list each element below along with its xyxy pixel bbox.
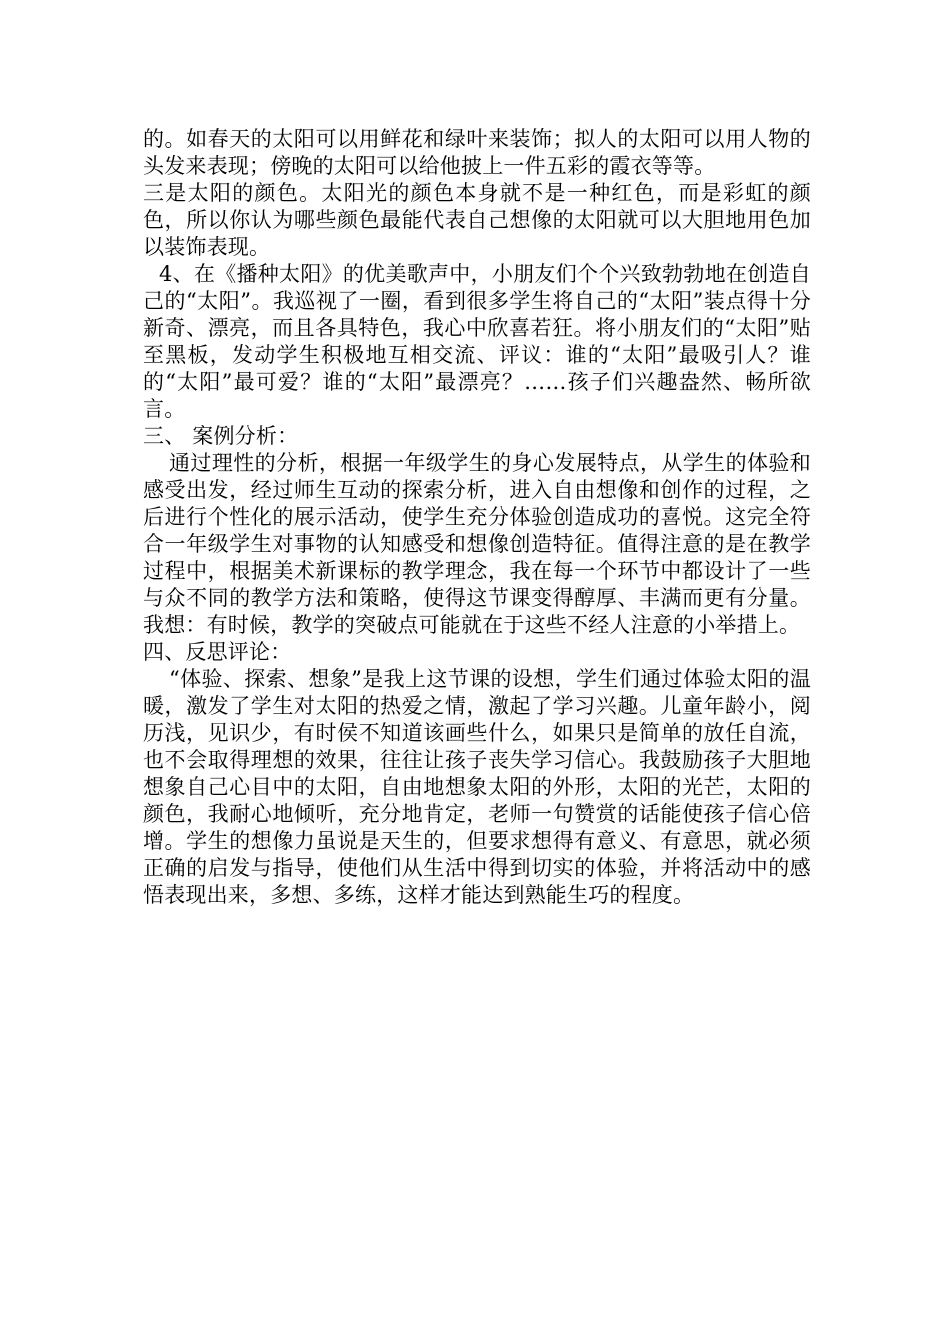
paragraph-reflection: “体验、探索、想象”是我上这节课的设想，学生们通过体验太阳的温暖，激发了学生对太阳的热爱之情，激起了学习兴趣。儿童年龄小，阅历浅，见识少，有时侯不知道该画些什么，如果只是简单的放任自流，也不会取得理想的效果，往往让孩子丧失学习信心。我鼓励孩子大胆地想象自己心目中的太阳，自由地想象太阳的外形，太阳的光芒，太阳的颜色，我耐心地倾听，充分地肯定，老师一句赞赏的话能使孩子信心倍增。学生的想像力虽说是天生的，但要求想得有意义、有意思，就必须正确的启发与指导，使他们从生活中得到切实的体验，并将活动中的感悟表现出来，多想、多练，这样才能达到熟能生巧的程度。 xyxy=(143,667,811,907)
paragraph-step-4: 4、在《播种太阳》的优美歌声中，小朋友们个个兴致勃勃地在创造自己的“太阳”。我巡视了一圈，看到很多学生将自己的“太阳”装点得十分新奇、漂亮，而且各具特色，我心中欣喜若狂。将小朋友们的“太阳”贴至黑板，发动学生积极地互相交流、评议：谁的“太阳”最吸引人？谁的“太阳”最可爱？谁的“太阳”最漂亮？……孩子们兴趣盎然、畅所欲言。 xyxy=(143,262,811,421)
paragraph-case-analysis: 通过理性的分析，根据一年级学生的身心发展特点，从学生的体验和感受出发，经过师生互动的探索分析，进入自由想像和创作的过程，之后进行个性化的展示活动，使学生充分体验创造成功的喜悦。这完全符合一年级学生对事物的认知感受和想像创造特征。值得注意的是在教学过程中，根据美术新课标的教学理念，我在每一个环节中都设计了一些与众不同的教学方法和策略，使得这节课变得醇厚、丰满而更有分量。我想：有时候，教学的突破点可能就在于这些不经人注意的小举措上。 xyxy=(143,451,811,637)
heading-reflection: 四、反思评论： xyxy=(143,640,292,664)
heading-case-analysis: 三、 案例分析： xyxy=(143,424,299,448)
document-body xyxy=(143,126,811,909)
paragraph-sun-decoration: 的。如春天的太阳可以用鲜花和绿叶来装饰；拟人的太阳可以用人物的头发来表现；傍晚的太阳可以给他披上一件五彩的霞衣等等。 xyxy=(143,127,811,178)
paragraph-sun-color: 三是太阳的颜色。太阳光的颜色本身就不是一种红色，而是彩虹的颜色，所以你认为哪些颜色最能代表自己想像的太阳就可以大胆地用色加以装饰表现。 xyxy=(143,181,811,259)
